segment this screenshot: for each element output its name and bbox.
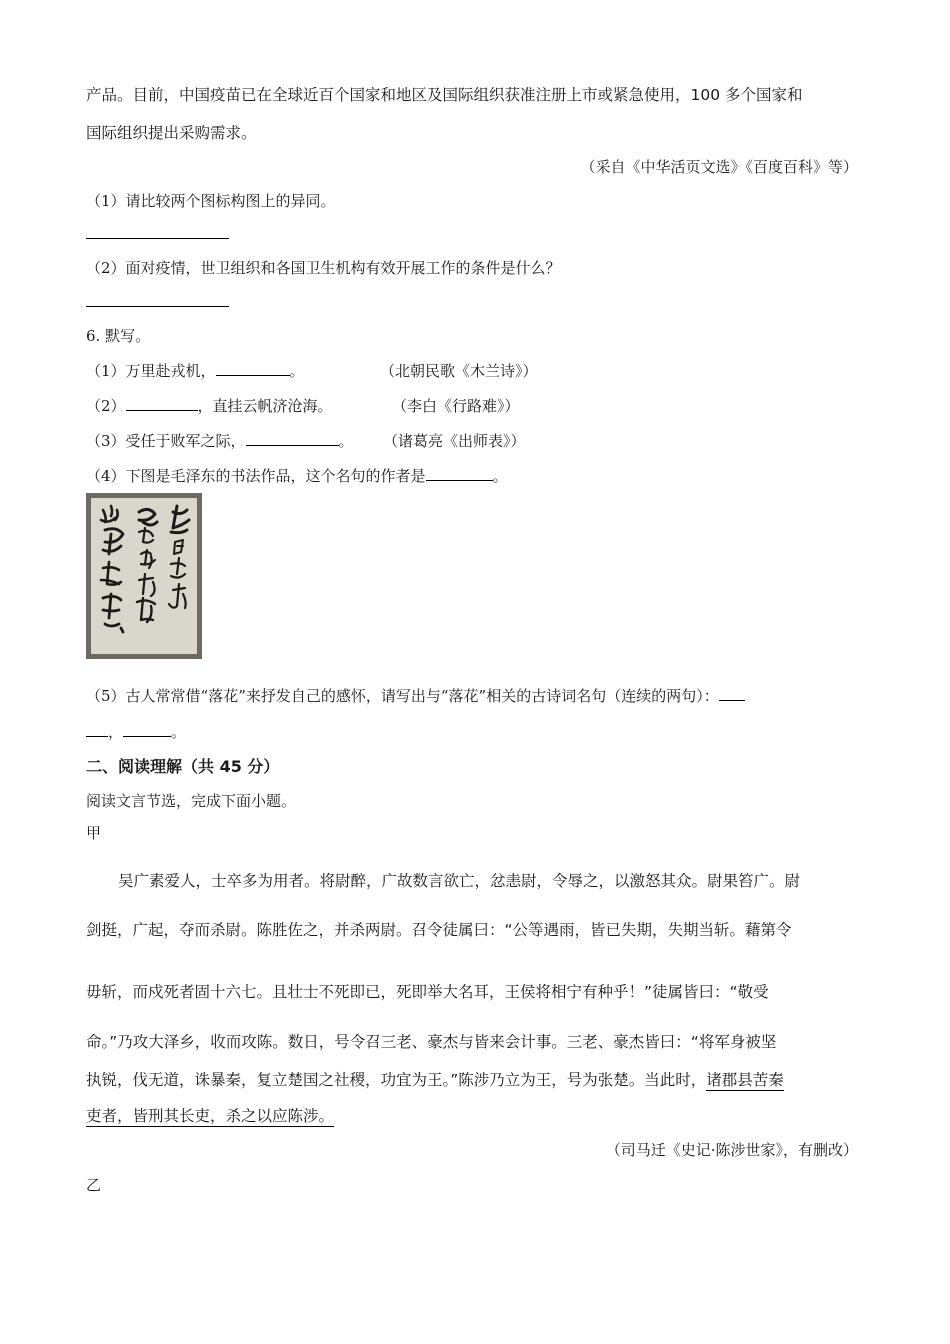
item-text: （2） [86,397,126,415]
section-instruction: 阅读文言节选，完成下面小题。 [86,792,297,810]
question-6-1 [86,360,305,381]
question-5-2: （2）面对疫情，世卫组织和各国卫生机构有效开展工作的条件是什么？ [86,259,561,277]
item-text: 。 [171,723,187,741]
classical-passage-line: 剑挺，广起，夺而杀尉。陈胜佐之，并杀两尉。召令徒属曰：“公等遇雨，皆已失期，失期当斩。藉第令 [86,921,792,939]
item-text: ，直挂云帆济沧海。 [197,397,333,415]
calligraphy-image [86,493,202,659]
fill-blank[interactable] [126,396,198,411]
calligraphy-strokes-icon [91,498,197,654]
classical-passage-line: 毋斩，而戍死者固十六七。且壮士不死即已，死即举大名耳，王侯将相宁有种乎！”徒属皆曰：“敬受 [86,983,769,1001]
question-6-4 [86,465,508,486]
passage-line: 产品。目前，中国疫苗已在全球近百个国家和地区及国际组织获准注册上市或紧急使用，100 多个国家和 [86,86,803,104]
item-text: （5）古人常常借“落花”来抒发自己的感怀，请写出与“落花”相关的古诗词名句（连续的两句）： [86,687,719,705]
section-heading: 二、阅读理解（共 45 分） [86,757,280,776]
passage-text: 执锐，伐无道，诛暴秦，复立楚国之社稷，功宜为王。”陈涉乃立为王，号为张楚。当此时， [86,1071,707,1089]
item-text: ， [108,723,124,741]
fill-blank[interactable] [426,466,493,481]
question-6-title: 6. 默写。 [86,327,151,345]
item-text: 。 [289,362,305,380]
item-text: （3）受任于败军之际， [86,432,246,450]
classical-passage-line [86,1068,784,1090]
question-5-1: （1）请比较两个图标构图上的异同。 [86,192,336,210]
item-text: 。 [338,432,354,450]
underlined-sentence: 吏者，皆刑其长吏，杀之以应陈涉。 [86,1107,335,1125]
question-6-5 [86,685,745,706]
passage-label-yi: 乙 [86,1176,102,1194]
underlined-sentence: 诸郡县苦秦 [706,1071,784,1089]
item-text: （4）下图是毛泽东的书法作品，这个名句的作者是 [86,467,426,485]
classical-passage-line: 命。”乃攻大泽乡，收而攻陈。数日，号令召三老、豪杰与皆来会计事。三老、豪杰皆曰：“将军身被坚 [86,1033,777,1051]
item-text: （1）万里赴戎机， [86,362,216,380]
question-6-5-cont [86,721,186,742]
fill-blank[interactable] [246,431,339,446]
passage-source: （司马迁《史记·陈涉世家》，有删改） [605,1141,858,1159]
item-source: （北朝民歌《木兰诗》） [380,362,538,380]
passage-label-jia: 甲 [86,824,102,842]
item-source: （诸葛亮《出师表》） [383,432,526,450]
question-6-2 [86,395,333,416]
item-text: 。 [492,467,508,485]
fill-blank[interactable] [216,361,290,376]
answer-line[interactable] [86,306,229,307]
passage-line: 国际组织提出采购需求。 [86,124,257,142]
fill-blank[interactable] [123,722,171,737]
answer-line[interactable] [86,238,229,239]
classical-passage-line: 吴广素爱人，士卒多为用者。将尉醉，广故数言欲亡，忿恚尉，令辱之，以激怒其众。尉果笞广。尉 [118,872,801,890]
question-6-3 [86,430,354,451]
item-source: （李白《行路难》） [392,397,520,415]
passage-source: （采自《中华活页文选》《百度百科》等） [580,158,858,176]
fill-blank[interactable] [719,686,745,701]
classical-passage-line [86,1104,334,1126]
fill-blank[interactable] [86,722,108,737]
